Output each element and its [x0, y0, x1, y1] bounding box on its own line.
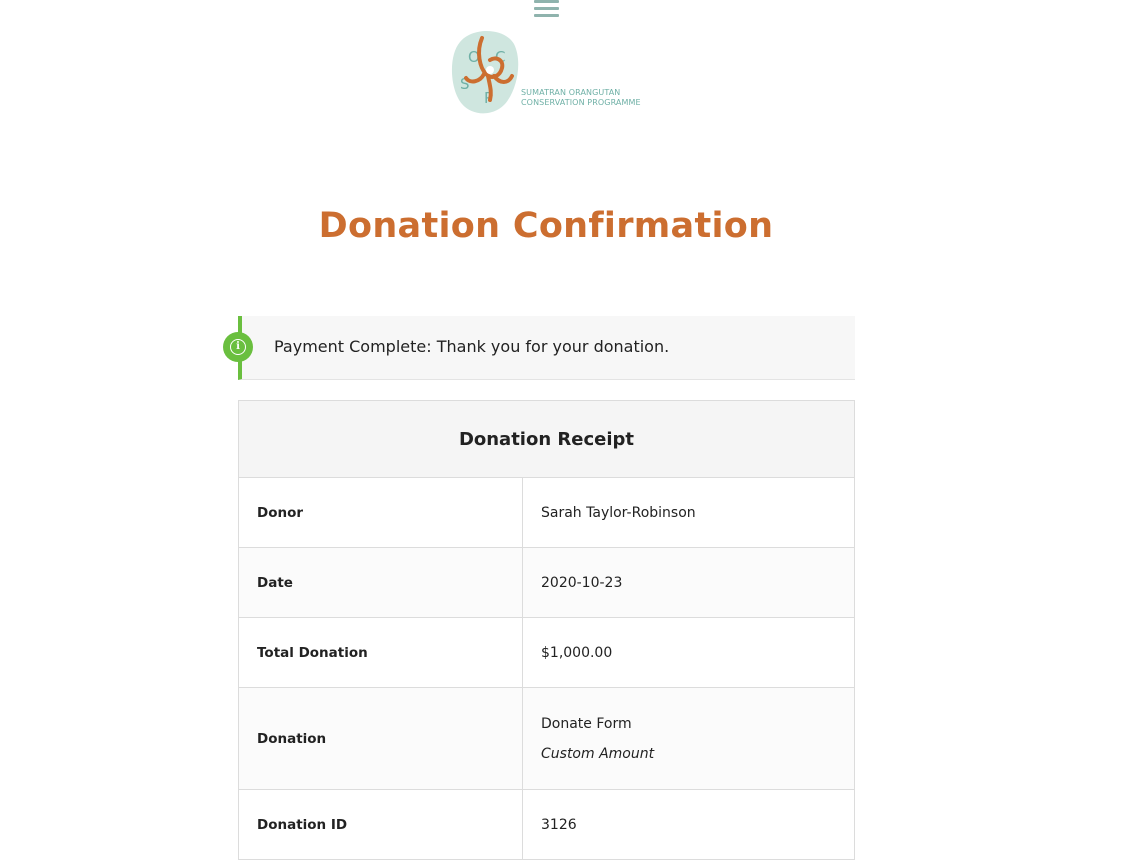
svg-text:C: C: [495, 48, 506, 66]
table-row: [239, 688, 855, 790]
site-logo[interactable]: [446, 30, 651, 116]
row-value-date: 2020-10-23: [523, 548, 855, 618]
info-icon: i: [223, 332, 253, 362]
svg-text:O: O: [468, 48, 480, 66]
row-value-donation-id: 3126: [523, 790, 855, 860]
logo-org-name: [521, 88, 641, 108]
payment-complete-notice: [238, 316, 855, 380]
row-value-total-donation: $1,000.00: [523, 618, 855, 688]
logo-line-2: CONSERVATION PROGRAMME: [521, 98, 641, 107]
receipt-title: Donation Receipt: [239, 401, 855, 478]
table-row: [239, 478, 855, 548]
row-label-total-donation: Total Donation: [239, 618, 523, 688]
notice-text: Payment Complete: Thank you for your donation.: [274, 337, 670, 356]
row-value-donation: [523, 688, 855, 790]
row-label-donor: Donor: [239, 478, 523, 548]
hamburger-menu-icon[interactable]: [534, 0, 559, 20]
table-row: [239, 548, 855, 618]
row-label-donation: Donation: [239, 688, 523, 790]
donation-receipt-table: [238, 400, 855, 860]
page-title: Donation Confirmation: [318, 206, 774, 246]
row-label-date: Date: [239, 548, 523, 618]
table-row: [239, 790, 855, 860]
svg-text:S: S: [460, 75, 470, 93]
table-row: [239, 618, 855, 688]
donation-form-name: Donate Form: [541, 715, 632, 732]
svg-text:P: P: [484, 89, 494, 107]
donation-level: Custom Amount: [541, 745, 655, 762]
row-label-donation-id: Donation ID: [239, 790, 523, 860]
row-value-donor: Sarah Taylor-Robinson: [523, 478, 855, 548]
logo-line-1: SUMATRAN ORANGUTAN: [521, 88, 621, 97]
